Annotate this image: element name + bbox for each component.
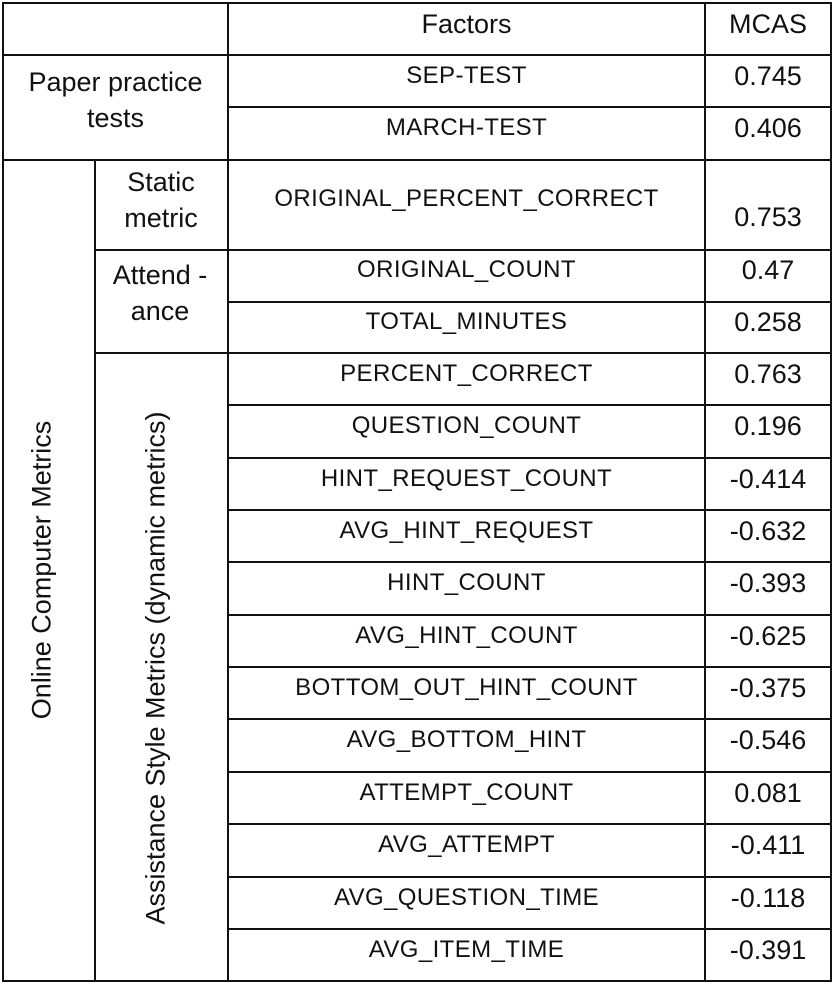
factor-cell: ATTEMPT_COUNT [359,779,574,806]
header-mcas: MCAS [728,8,807,39]
factor-cell: AVG_QUESTION_TIME [333,884,600,911]
mcas-value: -0.632 [729,515,807,546]
table-border-left [2,2,4,982]
mcas-value: -0.546 [729,724,807,755]
header-factors: Factors [421,8,512,39]
factor-cell: AVG_ITEM_TIME [368,936,565,963]
mcas-value: 0.47 [741,254,795,285]
group-static-metric: Static metric [124,167,198,233]
mcas-value: 0.753 [734,201,802,232]
factor-cell: HINT_REQUEST_COUNT [320,465,613,492]
mcas-value: -0.393 [729,567,807,598]
factor-cell: AVG_ATTEMPT [378,831,555,858]
group-assistance-style-metrics: Assistance Style Metrics (dynamic metrics) [140,411,171,925]
header-corner [4,4,227,54]
table-border-bottom [2,980,832,982]
factor-cell: PERCENT_CORRECT [340,360,593,387]
factor-cell: TOTAL_MINUTES [365,308,568,335]
mcas-value: 0.745 [734,60,802,91]
factor-cell: AVG_HINT_REQUEST [339,517,594,544]
factor-cell: ORIGINAL_COUNT [357,256,576,283]
factor-cell: QUESTION_COUNT [351,412,582,439]
mcas-value: -0.411 [730,829,806,860]
mcas-value: 0.081 [734,777,802,808]
mcas-value: -0.625 [729,620,807,651]
group-divider [94,159,96,982]
factor-cell: HINT_COUNT [387,569,546,596]
factor-cell: SEP-TEST [406,62,527,89]
factor-cell: MARCH-TEST [385,114,548,141]
factor-cell: AVG_HINT_COUNT [355,622,578,649]
group-paper-practice-tests: Paper practice tests [28,67,203,133]
mcas-value: 0.258 [734,306,802,337]
mcas-value: -0.391 [729,934,807,965]
mcas-value: 0.763 [734,358,802,389]
group-online-computer-metrics: Online Computer Metrics [26,420,57,720]
factor-cell: BOTTOM_OUT_HINT_COUNT [295,674,638,701]
factor-cell: ORIGINAL_PERCENT_CORRECT [274,185,659,212]
factor-cell: AVG_BOTTOM_HINT [346,726,587,753]
group-attendance: Attend -ance [112,260,208,326]
mcas-value: 0.406 [734,112,802,143]
table-border-right [830,2,832,982]
mcas-value: -0.414 [729,463,807,494]
mcas-value: -0.375 [729,672,807,703]
mcas-value: -0.118 [730,882,806,913]
mcas-value: 0.196 [734,410,802,441]
